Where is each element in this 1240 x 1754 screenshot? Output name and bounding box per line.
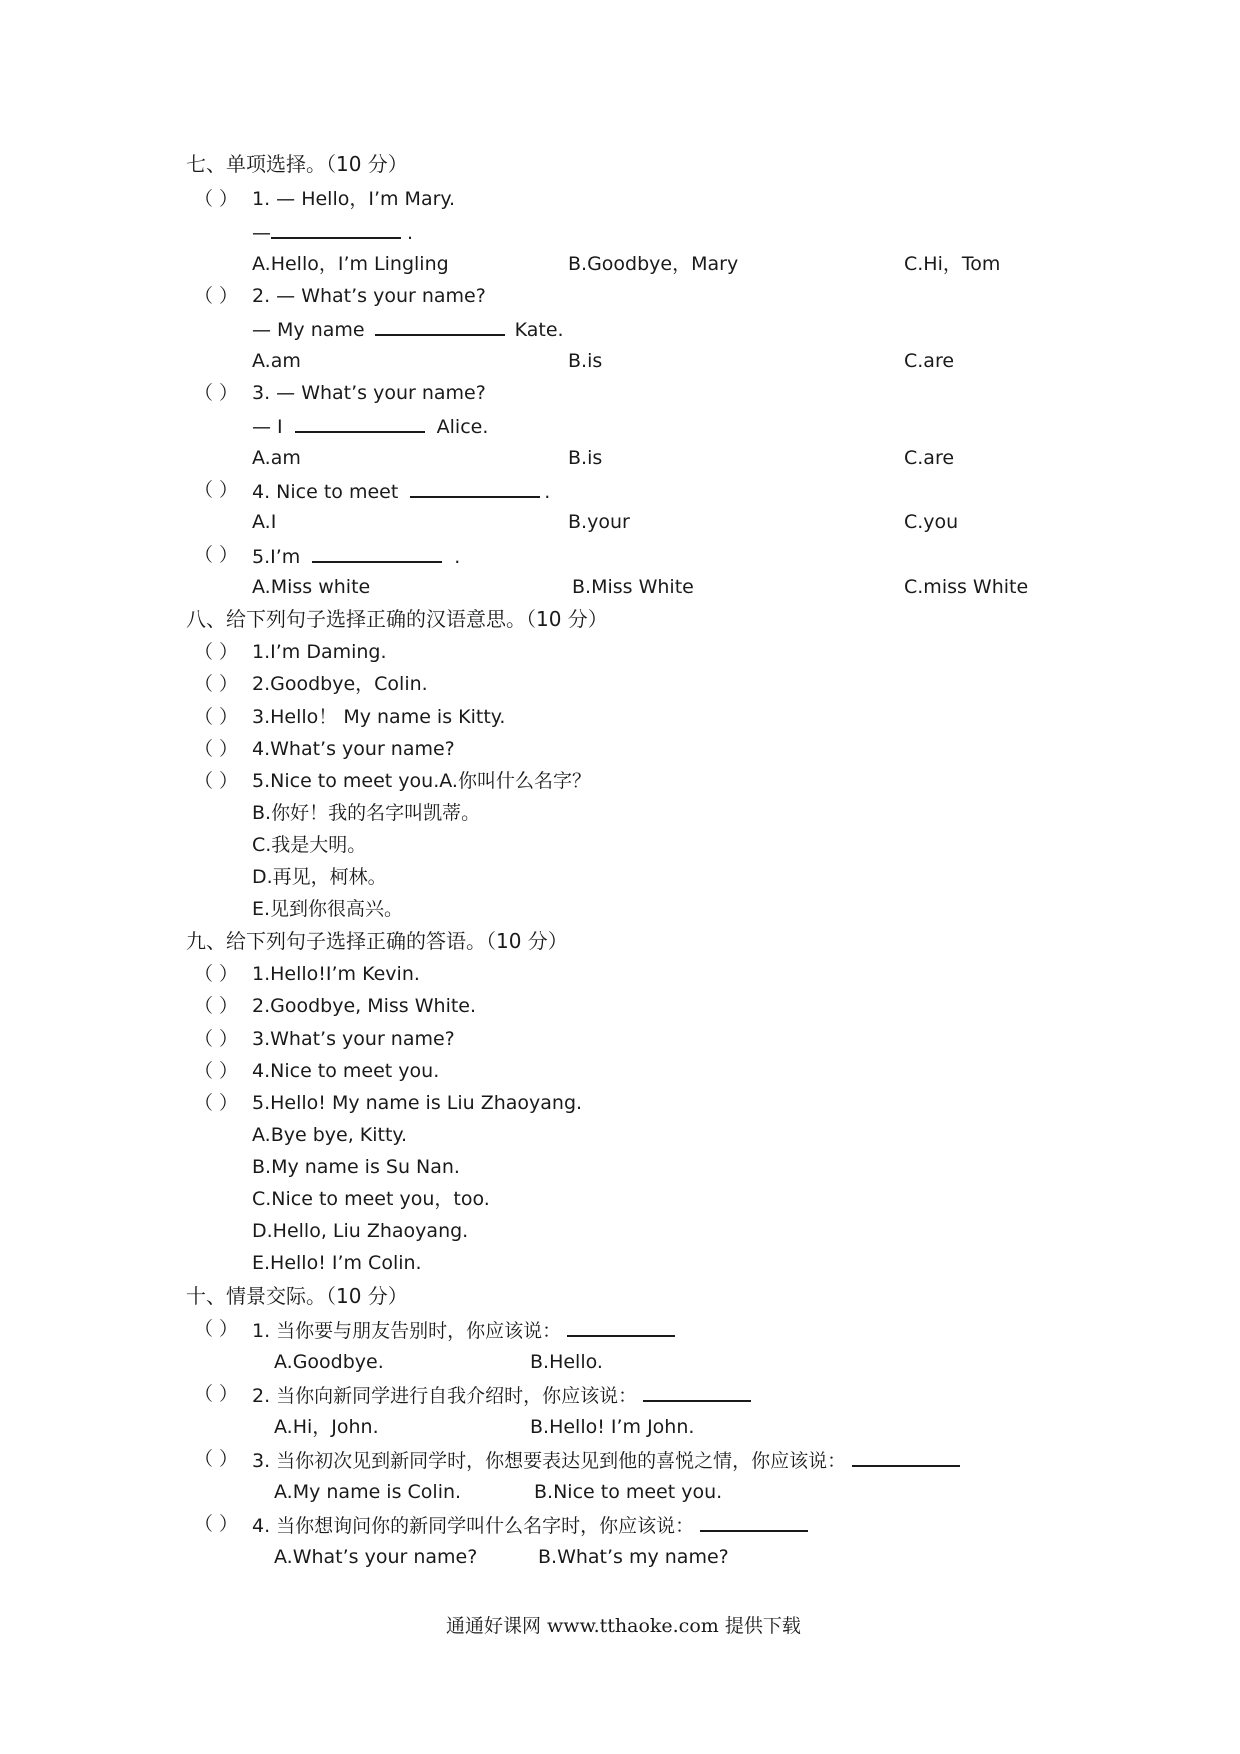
fill-blank[interactable] bbox=[567, 1317, 675, 1337]
s10-q4-option-b: B.What’s my name? bbox=[538, 1546, 729, 1568]
fill-blank[interactable] bbox=[700, 1512, 808, 1532]
s8-option-c: C.我是大明。 bbox=[252, 834, 367, 856]
s7-q2-stem: 2. — What’s your name? bbox=[252, 285, 486, 307]
s9-option-e: E.Hello! I’m Colin. bbox=[252, 1252, 422, 1274]
s7-q2-post: Kate. bbox=[514, 319, 564, 341]
s10-q4-stem: 4. 当你想询问你的新同学叫什么名字时，你应该说： bbox=[252, 1515, 695, 1537]
s7-q1-option-b: B.Goodbye，Mary bbox=[568, 253, 739, 275]
s7-q5-stem: 5.I’m bbox=[252, 546, 301, 568]
s8-q4: 4.What’s your name? bbox=[252, 738, 455, 760]
s10-q3-line bbox=[252, 1447, 966, 1473]
s10-q2-option-a: A.Hi，John. bbox=[274, 1416, 379, 1438]
s10-q2-line bbox=[252, 1382, 757, 1408]
s7-q3-pre: — I bbox=[252, 416, 283, 438]
s7-q2-option-b: B.is bbox=[568, 350, 603, 372]
s7-q4-stem: 4. Nice to meet bbox=[252, 481, 399, 503]
answer-paren[interactable]: （ ） bbox=[194, 641, 239, 663]
s8-option-e: E.见到你很高兴。 bbox=[252, 898, 404, 920]
s8-q5: 5.Nice to meet you.A.你叫什么名字？ bbox=[252, 770, 591, 792]
s10-q1-option-a: A.Goodbye. bbox=[274, 1351, 384, 1373]
s7-q4-option-c: C.you bbox=[904, 511, 959, 533]
answer-paren[interactable]: （ ） bbox=[194, 544, 239, 566]
section-10-title: 十、情景交际。（10 分） bbox=[186, 1284, 408, 1308]
s10-q4-line bbox=[252, 1512, 814, 1538]
s8-option-b: B.你好！我的名字叫凯蒂。 bbox=[252, 802, 481, 824]
answer-paren[interactable]: （ ） bbox=[194, 1318, 239, 1340]
s9-q3: 3.What’s your name? bbox=[252, 1028, 455, 1050]
s7-q3-option-a: A.am bbox=[252, 447, 301, 469]
s7-q4-option-b: B.your bbox=[568, 511, 630, 533]
answer-paren[interactable]: （ ） bbox=[194, 963, 239, 985]
s10-q3-stem: 3. 当你初次见到新同学时，你想要表达见到他的喜悦之情，你应该说： bbox=[252, 1450, 847, 1472]
s9-q4: 4.Nice to meet you. bbox=[252, 1060, 440, 1082]
s7-q1-stem: 1. — Hello，I’m Mary. bbox=[252, 188, 455, 210]
answer-paren[interactable]: （ ） bbox=[194, 1028, 239, 1050]
answer-paren[interactable]: （ ） bbox=[194, 1383, 239, 1405]
section-8-title: 八、给下列句子选择正确的汉语意思。（10 分） bbox=[186, 607, 608, 631]
s7-q1-dash: — bbox=[252, 222, 271, 244]
s10-q2-stem: 2. 当你向新同学进行自我介绍时，你应该说： bbox=[252, 1385, 638, 1407]
s7-q4-option-a: A.I bbox=[252, 511, 277, 533]
s9-q2: 2.Goodbye, Miss White. bbox=[252, 995, 477, 1017]
s7-q2-pre: — My name bbox=[252, 319, 365, 341]
s7-q5-option-c: C.miss White bbox=[904, 576, 1029, 598]
s9-option-a: A.Bye bye, Kitty. bbox=[252, 1124, 407, 1146]
s10-q3-option-b: B.Nice to meet you. bbox=[534, 1481, 723, 1503]
section-7-title: 七、单项选择。（10 分） bbox=[186, 152, 408, 176]
s7-q5-option-a: A.Miss white bbox=[252, 576, 371, 598]
answer-paren[interactable]: （ ） bbox=[194, 1060, 239, 1082]
fill-blank[interactable] bbox=[375, 316, 505, 336]
s9-option-d: D.Hello, Liu Zhaoyang. bbox=[252, 1220, 469, 1242]
s7-q2-option-c: C.are bbox=[904, 350, 955, 372]
s7-q3-post: Alice. bbox=[436, 416, 489, 438]
answer-paren[interactable]: （ ） bbox=[194, 382, 239, 404]
fill-blank[interactable] bbox=[410, 478, 540, 498]
answer-paren[interactable]: （ ） bbox=[194, 479, 239, 501]
s10-q1-option-b: B.Hello. bbox=[530, 1351, 603, 1373]
s7-q5-option-b: B.Miss White bbox=[572, 576, 694, 598]
s8-option-d: D.再见，柯林。 bbox=[252, 866, 387, 888]
s9-q1: 1.Hello!I’m Kevin. bbox=[252, 963, 420, 985]
answer-paren[interactable]: （ ） bbox=[194, 738, 239, 760]
answer-paren[interactable]: （ ） bbox=[194, 1448, 239, 1470]
s8-q3: 3.Hello！ My name is Kitty. bbox=[252, 706, 506, 728]
s7-q1-option-a: A.Hello，I’m Lingling bbox=[252, 253, 449, 275]
fill-blank[interactable] bbox=[295, 413, 425, 433]
s7-q3-stem: 3. — What’s your name? bbox=[252, 382, 486, 404]
answer-paren[interactable]: （ ） bbox=[194, 1092, 239, 1114]
s9-option-b: B.My name is Su Nan. bbox=[252, 1156, 460, 1178]
s7-q5-line bbox=[252, 543, 460, 569]
answer-paren[interactable]: （ ） bbox=[194, 1513, 239, 1535]
fill-blank[interactable] bbox=[643, 1382, 751, 1402]
fill-blank[interactable] bbox=[312, 543, 442, 563]
s10-q1-stem: 1. 当你要与朋友告别时，你应该说： bbox=[252, 1320, 562, 1342]
answer-paren[interactable]: （ ） bbox=[194, 706, 239, 728]
answer-paren[interactable]: （ ） bbox=[194, 188, 239, 210]
s7-q3-option-b: B.is bbox=[568, 447, 603, 469]
fill-blank[interactable] bbox=[271, 219, 401, 239]
s8-q2: 2.Goodbye，Colin. bbox=[252, 673, 428, 695]
s8-q1: 1.I’m Daming. bbox=[252, 641, 387, 663]
s7-q4-line bbox=[252, 478, 550, 504]
s9-option-c: C.Nice to meet you，too. bbox=[252, 1188, 490, 1210]
s7-q3-answer-line bbox=[252, 413, 488, 439]
answer-paren[interactable]: （ ） bbox=[194, 673, 239, 695]
s7-q3-option-c: C.are bbox=[904, 447, 955, 469]
s10-q2-option-b: B.Hello! I’m John. bbox=[530, 1416, 695, 1438]
answer-paren[interactable]: （ ） bbox=[194, 995, 239, 1017]
s10-q3-option-a: A.My name is Colin. bbox=[274, 1481, 462, 1503]
footer-credit: 通通好课网 www.tthaoke.com 提供下载 bbox=[446, 1615, 801, 1637]
s7-q1-end: . bbox=[407, 222, 414, 244]
section-9-title: 九、给下列句子选择正确的答语。（10 分） bbox=[186, 929, 568, 953]
s7-q4-end: . bbox=[544, 481, 551, 503]
s7-q1-answer-line bbox=[252, 219, 413, 245]
s7-q1-option-c: C.Hi，Tom bbox=[904, 253, 1001, 275]
s7-q5-end: . bbox=[454, 546, 461, 568]
s10-q1-line bbox=[252, 1317, 681, 1343]
answer-paren[interactable]: （ ） bbox=[194, 285, 239, 307]
s7-q2-option-a: A.am bbox=[252, 350, 301, 372]
s7-q2-answer-line bbox=[252, 316, 564, 342]
answer-paren[interactable]: （ ） bbox=[194, 770, 239, 792]
s10-q4-option-a: A.What’s your name? bbox=[274, 1546, 478, 1568]
s9-q5: 5.Hello! My name is Liu Zhaoyang. bbox=[252, 1092, 583, 1114]
fill-blank[interactable] bbox=[852, 1447, 960, 1467]
